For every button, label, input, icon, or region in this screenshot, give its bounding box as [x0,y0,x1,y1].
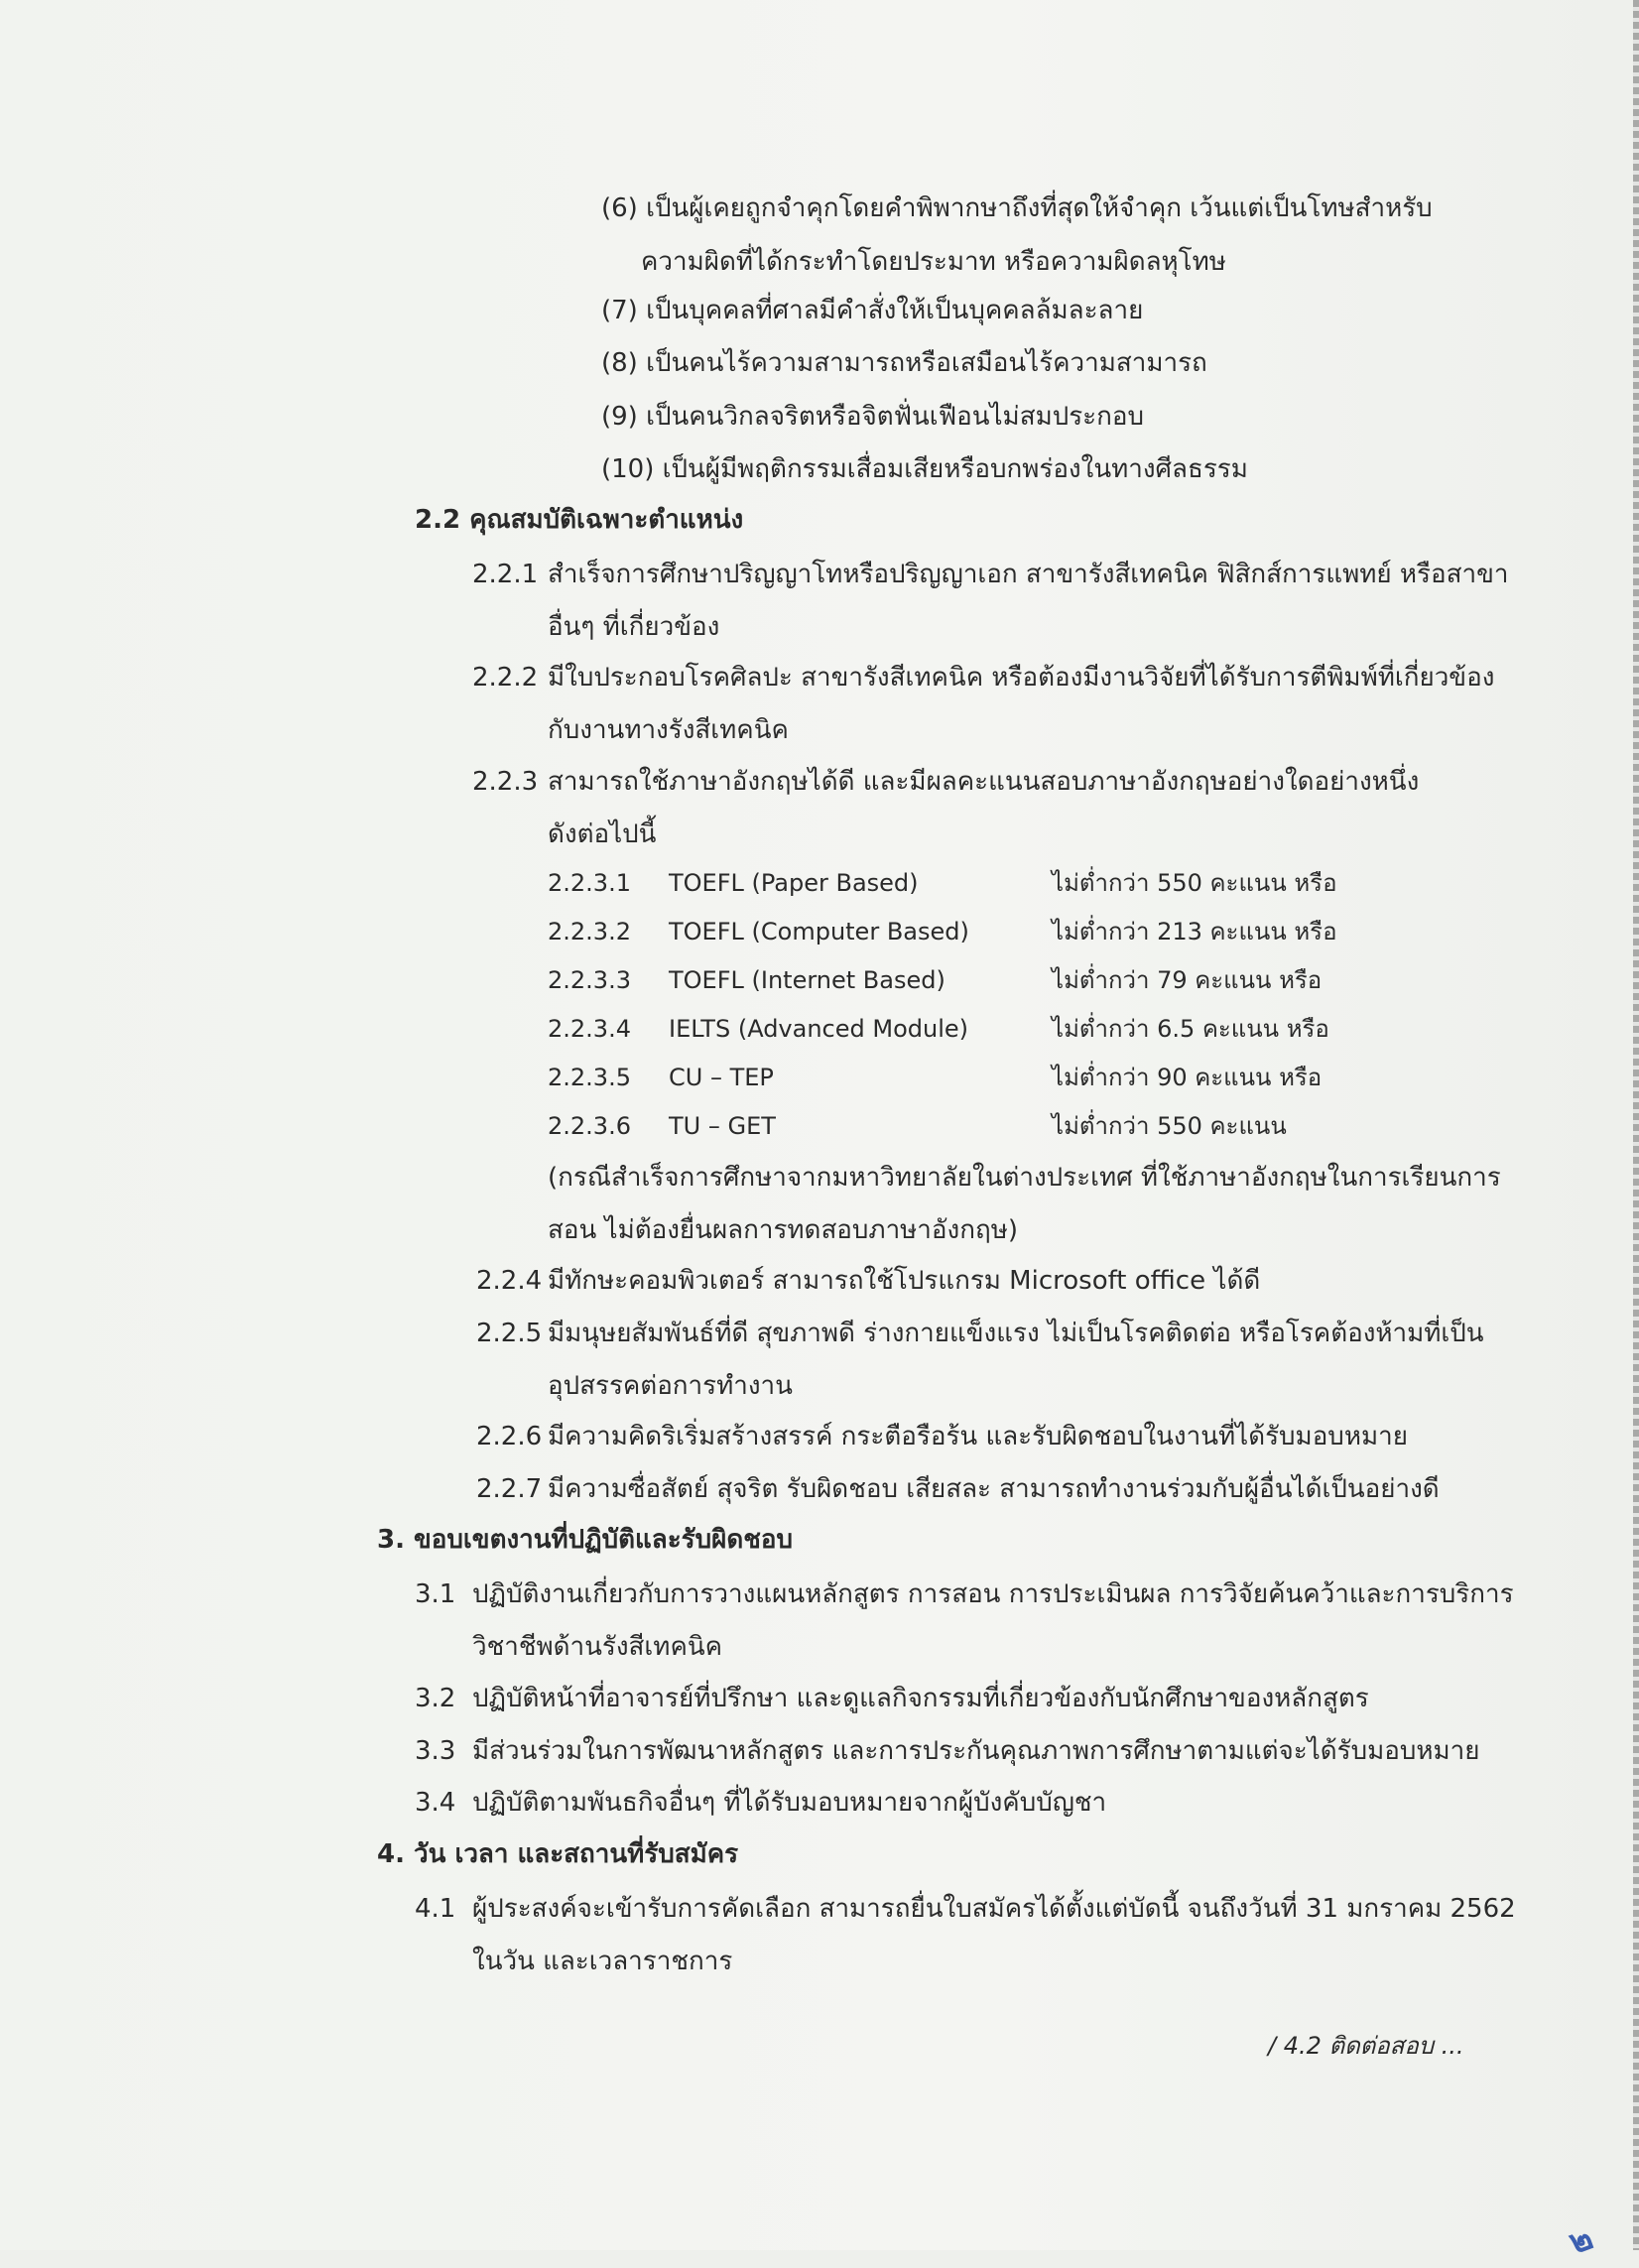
test-number: 2.2.3.1 [548,869,631,897]
item-number: 2.2.6 [476,1422,543,1451]
item-3-1: ปฏิบัติงานเกี่ยวกับการวางแผนหลักสูตร การสอน การประเมินผล การวิจัยค้นคว้าและการบริการ [472,1579,1514,1609]
disq-item-6-cont: ความผิดที่ได้กระทำโดยประมาท หรือความผิดลหุโทษ [641,247,1226,277]
test-name: TOEFL (Computer Based) [669,918,969,945]
item-number: 4.1 [415,1894,456,1924]
item-2-2-3-cont: ดังต่อไปนี้ [548,819,657,849]
item-number: 2.2.2 [472,663,539,693]
test-score: ไม่ต่ำกว่า 79 คะแนน หรือ [1052,966,1323,994]
item-2-2-1: สำเร็จการศึกษาปริญญาโทหรือปริญญาเอก สาขารังสีเทคนิค ฟิสิกส์การแพทย์ หรือสาขา [548,560,1509,589]
item-2-2-4: มีทักษะคอมพิวเตอร์ สามารถใช้โปรแกรม Microsoft office ได้ดี [548,1266,1261,1296]
test-score: ไม่ต่ำกว่า 550 คะแนน หรือ [1052,869,1337,897]
section-2-2-heading: 2.2 คุณสมบัติเฉพาะตำแหน่ง [415,505,744,535]
test-score: ไม่ต่ำกว่า 6.5 คะแนน หรือ [1052,1015,1329,1043]
item-2-2-2: มีใบประกอบโรคศิลปะ สาขารังสีเทคนิค หรือต้องมีงานวิจัยที่ได้รับการตีพิมพ์ที่เกี่ยวข้อง [548,663,1495,693]
test-name: CU – TEP [669,1064,774,1091]
note-line-cont: สอน ไม่ต้องยื่นผลการทดสอบภาษาอังกฤษ) [548,1215,1018,1245]
item-number: 2.2.4 [476,1266,543,1296]
disq-item-10: (10) เป็นผู้มีพฤติกรรมเสื่อมเสียหรือบกพร่องในทางศีลธรรม [601,454,1248,484]
test-number: 2.2.3.5 [548,1064,631,1091]
disq-item-6: (6) เป็นผู้เคยถูกจำคุกโดยคำพิพากษาถึงที่สุดให้จำคุก เว้นแต่เป็นโทษสำหรับ [601,193,1433,223]
item-2-2-5: มีมนุษยสัมพันธ์ที่ดี สุขภาพดี ร่างกายแข็งแรง ไม่เป็นโรคติดต่อ หรือโรคต้องห้ามที่เป็น [548,1319,1484,1348]
item-2-2-5-cont: อุปสรรคต่อการทำงาน [548,1371,793,1401]
item-number: 2.2.5 [476,1319,543,1348]
test-number: 2.2.3.2 [548,918,631,945]
item-2-2-7: มีความซื่อสัตย์ สุจริต รับผิดชอบ เสียสละ สามารถทำงานร่วมกับผู้อื่นได้เป็นอย่างดี [548,1474,1440,1504]
item-3-3: มีส่วนร่วมในการพัฒนาหลักสูตร และการประกันคุณภาพการศึกษาตามแต่จะได้รับมอบหมาย [472,1736,1480,1766]
test-score: ไม่ต่ำกว่า 213 คะแนน หรือ [1052,918,1337,945]
item-number: 3.3 [415,1736,456,1766]
disq-item-8: (8) เป็นคนไร้ความสามารถหรือเสมือนไร้ความสามารถ [601,348,1207,378]
section-4-heading: 4. วัน เวลา และสถานที่รับสมัคร [377,1839,739,1869]
item-3-1-cont: วิชาชีพด้านรังสีเทคนิค [472,1632,723,1662]
test-number: 2.2.3.6 [548,1112,631,1140]
test-number: 2.2.3.4 [548,1015,631,1043]
continuation-footer: / 4.2 ติดต่อสอบ ... [1268,2032,1464,2060]
item-2-2-6: มีความคิดริเริ่มสร้างสรรค์ กระตือรือร้น และรับผิดชอบในงานที่ได้รับมอบหมาย [548,1422,1408,1451]
scan-edge [1633,0,1639,2250]
test-name: TOEFL (Paper Based) [669,869,919,897]
item-3-4: ปฏิบัติตามพันธกิจอื่นๆ ที่ได้รับมอบหมายจากผู้บังคับบัญชา [472,1788,1107,1818]
test-score: ไม่ต่ำกว่า 90 คะแนน หรือ [1052,1064,1323,1091]
item-4-1-cont: ในวัน และเวลาราชการ [472,1947,733,1976]
item-number: 3.1 [415,1579,456,1609]
test-name: IELTS (Advanced Module) [669,1015,969,1043]
item-number: 2.2.1 [472,560,539,589]
item-2-2-3: สามารถใช้ภาษาอังกฤษได้ดี และมีผลคะแนนสอบภาษาอังกฤษอย่างใดอย่างหนึ่ง [548,767,1420,797]
test-name: TU – GET [669,1112,776,1140]
item-number: 3.2 [415,1684,456,1713]
item-number: 2.2.3 [472,767,539,797]
disq-item-9: (9) เป็นคนวิกลจริตหรือจิตฟั่นเฟือนไม่สมประกอบ [601,402,1145,432]
item-number: 3.4 [415,1788,456,1818]
test-name: TOEFL (Internet Based) [669,966,946,994]
item-number: 2.2.7 [476,1474,543,1504]
test-number: 2.2.3.3 [548,966,631,994]
item-2-2-2-cont: กับงานทางรังสีเทคนิค [548,715,789,745]
test-score: ไม่ต่ำกว่า 550 คะแนน [1052,1112,1287,1140]
section-3-heading: 3. ขอบเขตงานที่ปฏิบัติและรับผิดชอบ [377,1525,794,1555]
page-number-mark: ๒ [1564,2217,1598,2263]
item-4-1: ผู้ประสงค์จะเข้ารับการคัดเลือก สามารถยื่นใบสมัครได้ตั้งแต่บัดนี้ จนถึงวันที่ 31 มกราคม 2562 [472,1894,1516,1924]
item-2-2-1-cont: อื่นๆ ที่เกี่ยวข้อง [548,612,720,642]
item-3-2: ปฏิบัติหน้าที่อาจารย์ที่ปรึกษา และดูแลกิจกรรมที่เกี่ยวข้องกับนักศึกษาของหลักสูตร [472,1684,1369,1713]
note-line: (กรณีสำเร็จการศึกษาจากมหาวิทยาลัยในต่างประเทศ ที่ใช้ภาษาอังกฤษในการเรียนการ [548,1163,1501,1193]
disq-item-7: (7) เป็นบุคคลที่ศาลมีคำสั่งให้เป็นบุคคลล้มละลาย [601,296,1144,325]
